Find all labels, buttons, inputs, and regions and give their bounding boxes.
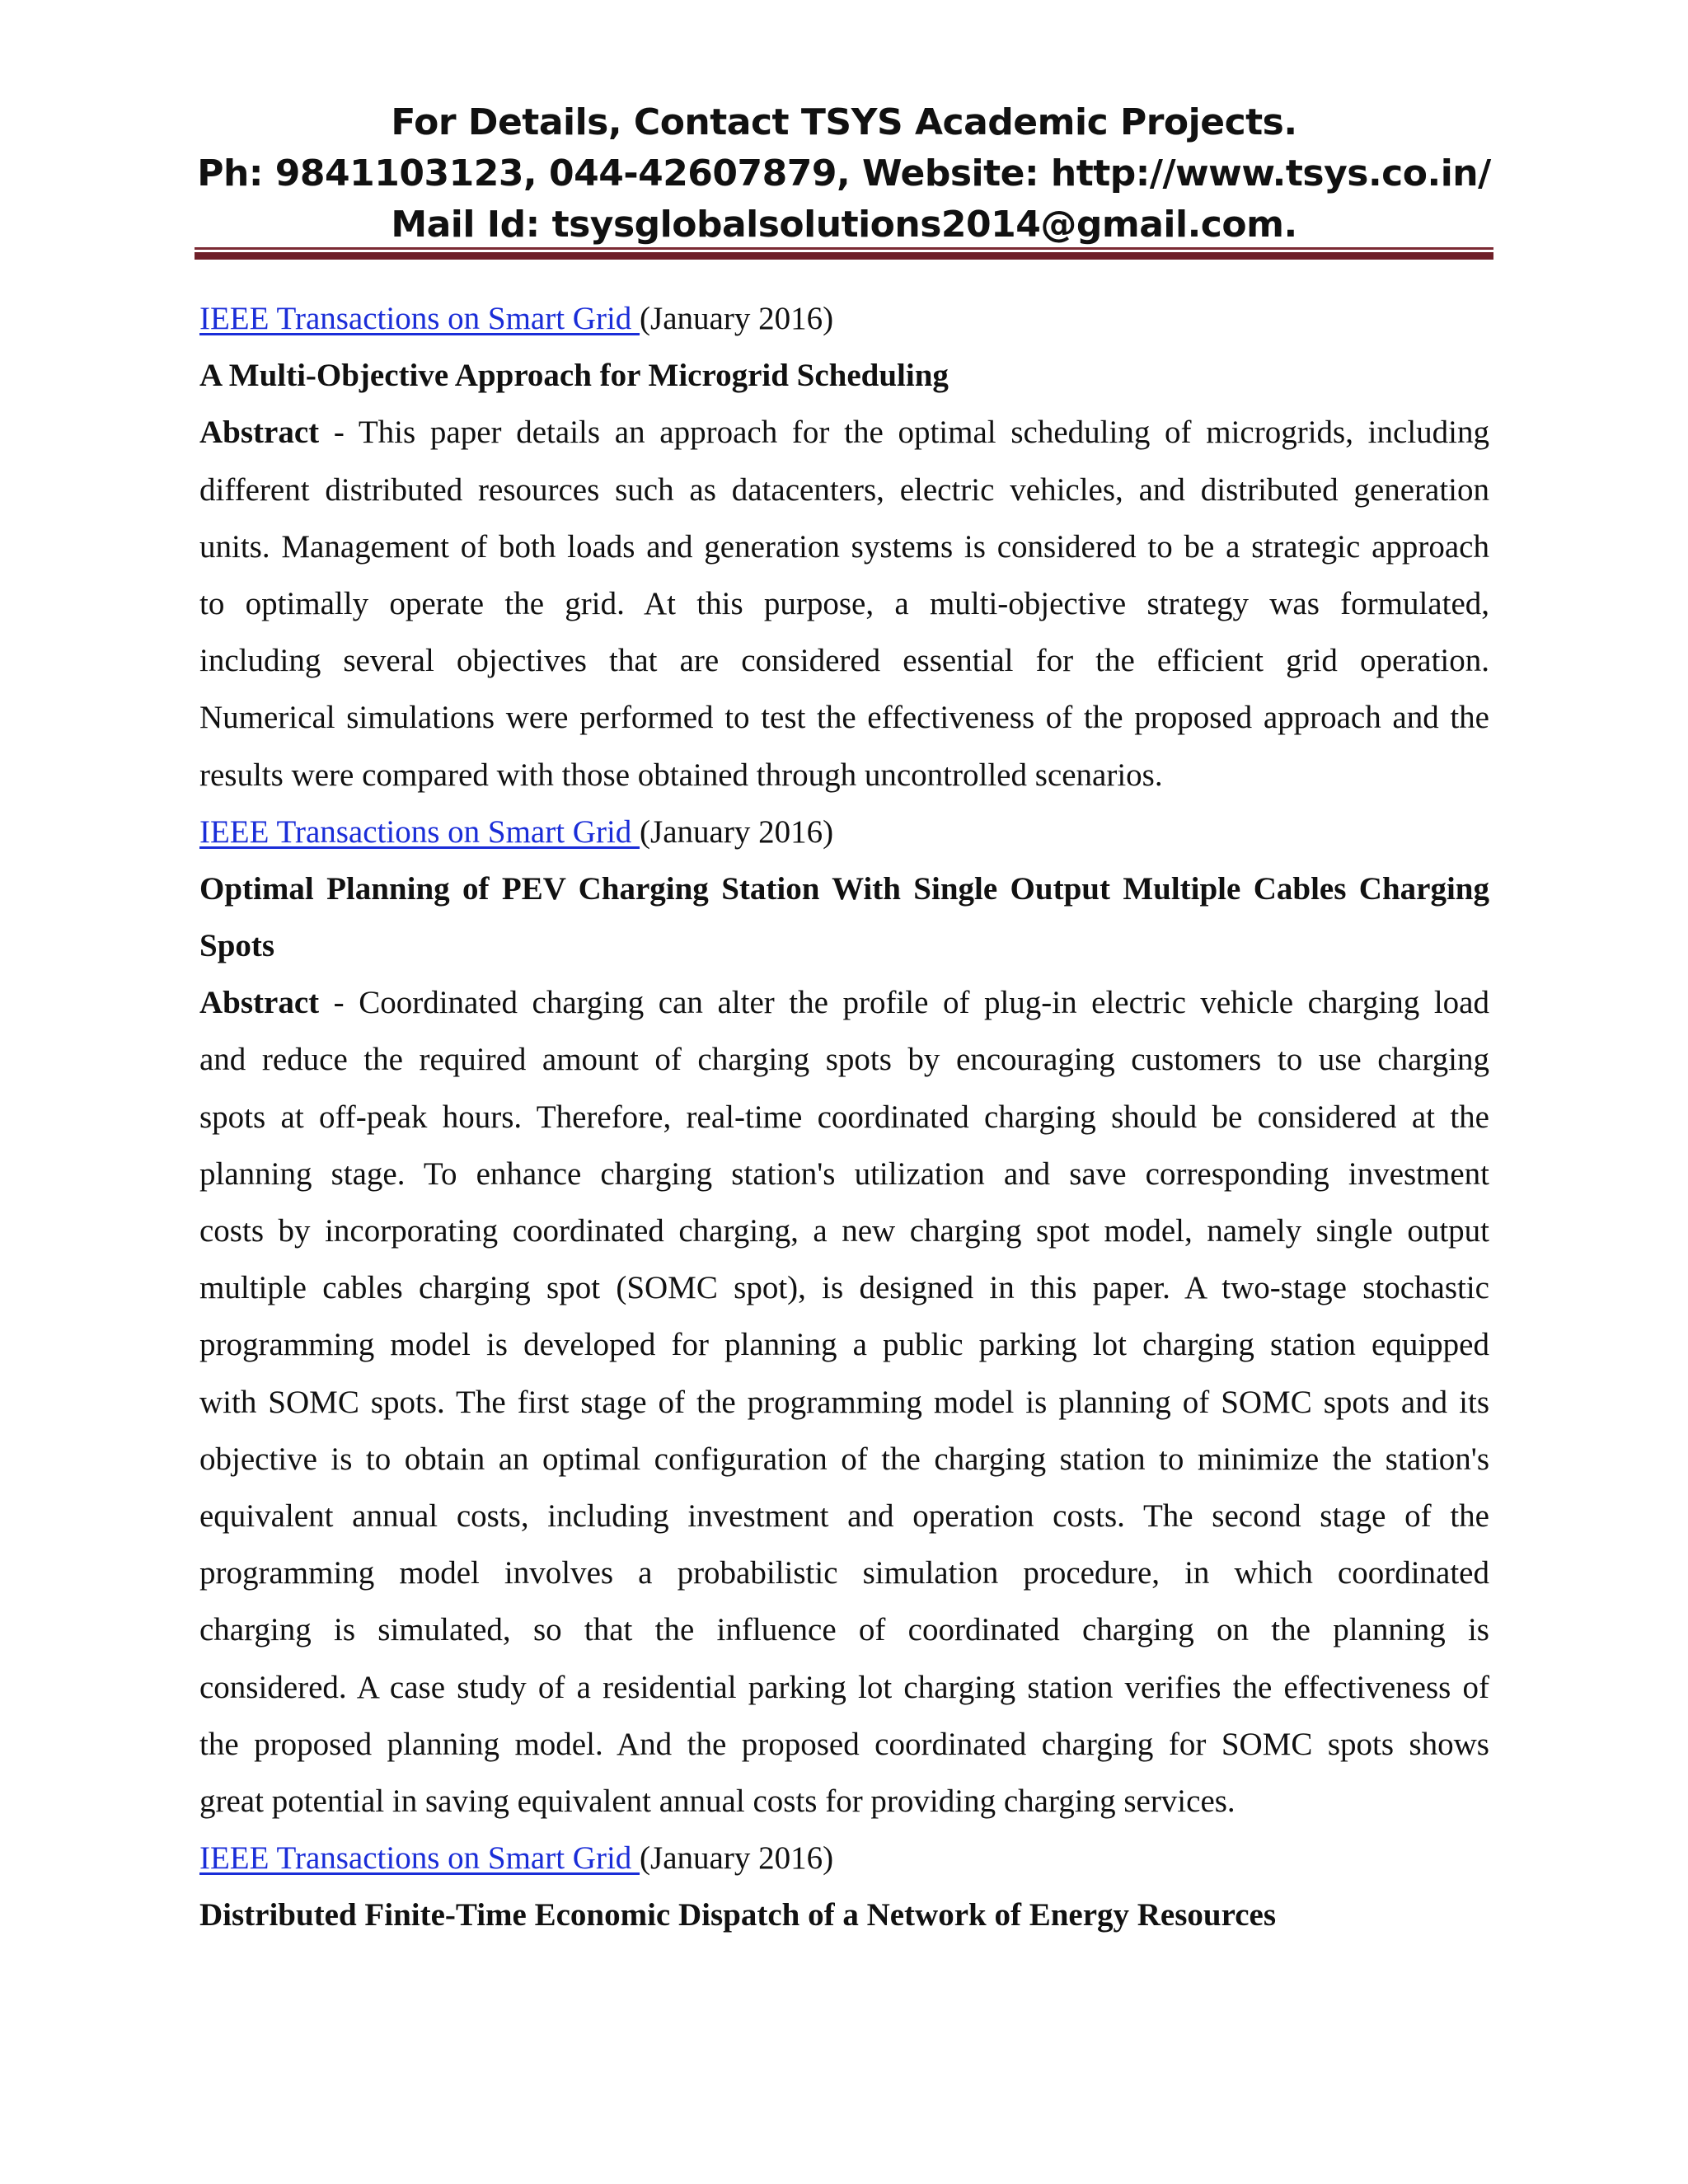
abstract-line: spots at off-peak hours. Therefore, real-time coordinated charging should be considered at the [199,1099,1489,1135]
paper-title [199,860,1489,917]
abstract-line: costs by incorporating coordinated charging, a new charging spot model, namely single output [199,1213,1489,1249]
abstract-line: equivalent annual costs, including investment and operation costs. The second stage of the [199,1497,1489,1534]
abstract-line: programming model is developed for planning a public parking lot charging station equipped [199,1327,1489,1363]
journal-link[interactable]: IEEE Transactions on Smart Grid [199,813,640,850]
header-email-line: Mail Id: tsysglobalsolutions2014@gmail.com. [391,204,1297,246]
journal-citation [199,290,1489,347]
abstract-line: objective is to obtain an optimal configuration of the charging station to minimize the station's [199,1441,1489,1477]
publication-date: (January 2016) [640,1840,834,1877]
abstract-text: - This paper details an approach for the optimal scheduling of microgrids, including [319,415,1489,451]
header-phone-website-line: Ph: 9841103123, 044-42607879, Website: http://www.tsys.co.in/ [197,152,1491,194]
paper-title-line-last: Spots [199,928,275,964]
paper-abstract [199,974,1489,1773]
abstract-label: Abstract [199,985,320,1021]
header-divider-thin [195,247,1493,250]
abstract-line: Numerical simulations were performed to test the effectiveness of the proposed approach and the [199,700,1489,736]
abstract-line: including several objectives that are considered essential for the efficient grid operation. [199,643,1489,679]
abstract-line: the proposed planning model. And the proposed coordinated charging for SOMC spots shows [199,1726,1489,1762]
journal-citation [199,804,1489,860]
abstract-line [199,404,1489,461]
header-divider-thick [195,252,1493,260]
abstract-line: programming model involves a probabilistic simulation procedure, in which coordinated [199,1555,1489,1591]
header-contact-line: For Details, Contact TSYS Academic Projects. [391,101,1297,143]
abstract-line: and reduce the required amount of charging spots by encouraging customers to use charging [199,1042,1489,1078]
publication-date: (January 2016) [640,301,834,336]
abstract-line: units. Management of both loads and generation systems is considered to be a strategic approach [199,528,1489,565]
abstract-line: different distributed resources such as datacenters, electric vehicles, and distributed generation [199,471,1489,508]
abstract-label: Abstract [199,415,320,451]
abstract-line-last: great potential in saving equivalent annual costs for providing charging services. [199,1783,1236,1819]
abstract-line: charging is simulated, so that the influence of coordinated charging on the planning is [199,1612,1489,1648]
abstract-line: planning stage. To enhance charging station's utilization and save corresponding investment [199,1155,1489,1192]
paper-title: A Multi-Objective Approach for Microgrid Scheduling [199,358,949,394]
document-body [199,290,1489,1943]
abstract-text: - Coordinated charging can alter the profile of plug-in electric vehicle charging load [319,985,1489,1021]
abstract-line: multiple cables charging spot (SOMC spot), is designed in this paper. A two-stage stochastic [199,1270,1489,1306]
publication-date: (January 2016) [640,813,834,850]
journal-link[interactable]: IEEE Transactions on Smart Grid [199,301,640,336]
abstract-line: with SOMC spots. The first stage of the programming model is planning of SOMC spots and its [199,1384,1489,1420]
journal-link[interactable]: IEEE Transactions on Smart Grid [199,1840,640,1877]
contact-header [195,97,1493,251]
abstract-line-last: results were compared with those obtained through uncontrolled scenarios. [199,757,1163,793]
paper-title: Distributed Finite-Time Economic Dispatch of a Network of Energy Resources [199,1897,1277,1933]
abstract-line: considered. A case study of a residential parking lot charging station verifies the effectiveness of [199,1669,1489,1705]
abstract-line: to optimally operate the grid. At this purpose, a multi-objective strategy was formulated, [199,585,1489,621]
journal-citation [199,1830,1489,1886]
paper-abstract [199,404,1489,746]
abstract-line [199,974,1489,1031]
paper-title-line: Optimal Planning of PEV Charging Station With Single Output Multiple Cables Charging [199,870,1489,907]
